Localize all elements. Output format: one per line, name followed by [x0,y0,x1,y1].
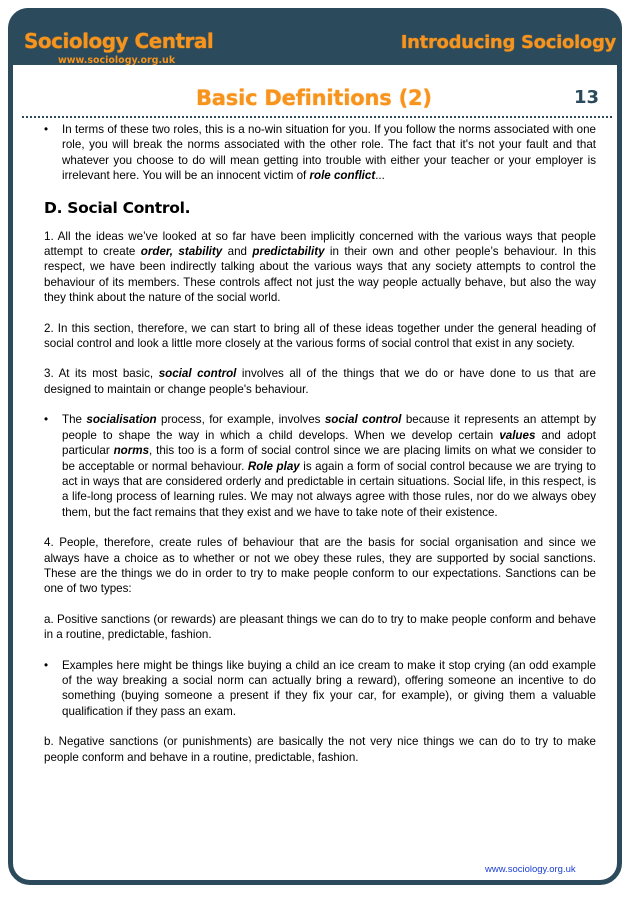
main-content [44,122,596,780]
page-number: 13 [574,87,600,108]
bullet-icon: • [44,413,49,427]
em-role-play: Role play [247,459,300,473]
page-title: Basic Definitions (2) [196,86,432,110]
em-norms: norms [113,444,150,458]
paragraph-b: b. Negative sanctions (or punishments) are basically the not very nice things we can do to try to make people conform and behave in a routine, predictable, fashion. [44,735,596,764]
paragraph-4: 4. People, therefore, create rules of behaviour that are the basis for social organisation and since we always have a choice as to whether or not we obey these rules, they are supported by social sanctions. These are the things we do in order to try to make people conform to our expectations. Sanctions can be one of two types: [44,536,596,596]
bullet-icon: • [44,658,49,672]
brand-logo: Sociology Central [24,29,214,53]
section-title: Introducing Sociology [400,32,616,53]
em-social-control-2: social control [324,413,402,427]
paragraph-2: 2. In this section, therefore, we can start to bring all of these ideas together under the general heading of social control and look a little more closely at the various forms of social control that exist in any society. [44,321,596,351]
bullet-icon: • [44,123,49,136]
em-role-conflict: role conflict [309,169,376,183]
divider-top [22,116,612,118]
bullet-socialisation: • The socialisation process, for example, involves social control because it represents an attempt by people to shape the way in which a child develops. When we develop certain values and adopt particular norms, this too is a form of social control since we are placing limits on what we consider to be acceptable or normal behaviour. Role play is again a form of social control because we are trying to act in ways that are considered orderly and predictable in certain situations. Social life, in this respect, is a life-long process of learning rules. We may not always agree with those rules, nor do we always obey them, but the fact remains that they exist and we have to take note of their existence. [44,413,596,519]
em-social-control: social control [158,367,237,381]
paragraph-1: 1. All the ideas we’ve looked at so far have been implicitly concerned with the various ways that people attempt to create order, stability and predictability in their own and other people’s behaviour. In this respect, we have been indirectly talking about the various ways that any society attempts to control the behaviour of its members. These controls affect not just the way people actually behave, but also the way they think about the nature of the social world. [44,229,596,305]
em-values: values [499,428,536,442]
em-socialisation: socialisation [86,413,157,427]
em-order-stability: order, stability [140,245,223,259]
paragraph-a: a. Positive sanctions (or rewards) are pleasant things we can do to try to make people conform and behave in a routine, predictable, fashion. [44,612,596,642]
paragraph-3: 3. At its most basic, social control involves all of the things that we do or have done to us that are designed to maintain or change people's behaviour. [44,367,596,396]
bullet-examples: • Examples here might be things like buying a child an ice cream to make it stop crying (an odd example of the way breaking a social norm can actually bring a reward), offering someone an incentive to do something (buying someone a present if they fix your car, for example), or giving them a valuable qualification if they pass an exam. [44,658,596,718]
em-predictability: predictability [252,245,325,259]
bullet-role-conflict: • In terms of these two roles, this is a no-win situation for you. If you follow the norms associated with one role, you will break the norms associated with the other role. The fact that it's not your fault and that whatever you choose to do will mean getting into trouble with either your teacher or your employer is irrelevant here. You will be an innocent victim of role conflict... [44,123,596,183]
heading-social-control: D. Social Control. [44,198,191,217]
footer-url[interactable]: www.sociology.org.uk [485,864,576,875]
brand-url[interactable]: www.sociology.org.uk [58,55,176,66]
